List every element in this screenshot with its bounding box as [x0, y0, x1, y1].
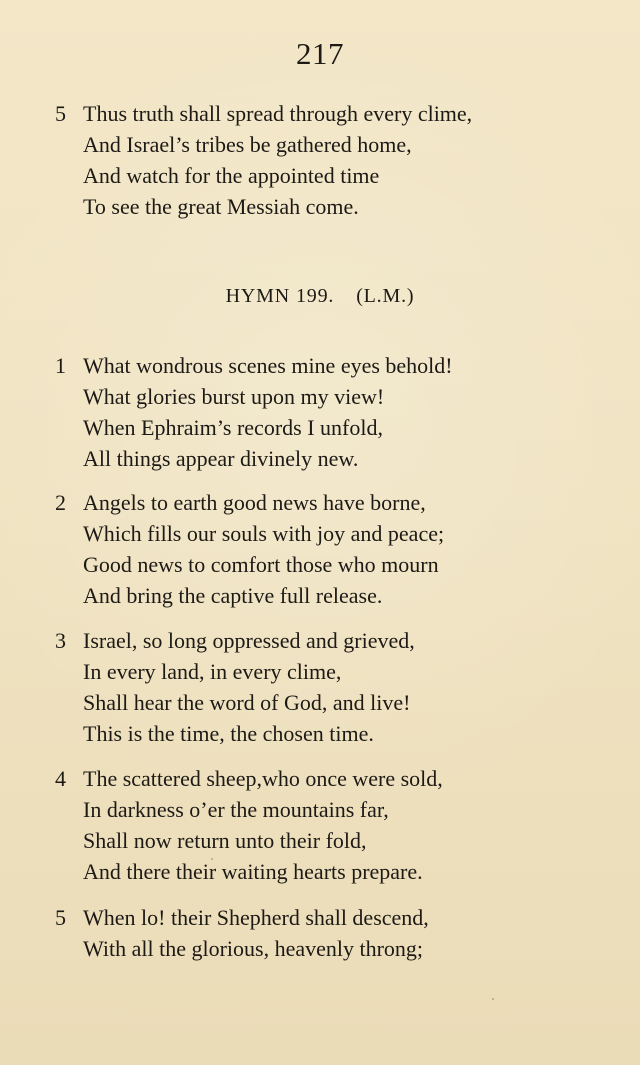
- stanza-line: [0, 825, 640, 856]
- stanza-number: 4: [55, 766, 66, 791]
- stanza-line: [0, 549, 640, 580]
- stanza-line-text: What glories burst upon my view!: [83, 384, 385, 409]
- stanza-line-text: Shall now return unto their fold,: [83, 828, 367, 853]
- stanza-line: [0, 656, 640, 687]
- paper-speck: [492, 998, 494, 1000]
- stanza-line: [0, 98, 640, 129]
- stanza-line: [0, 487, 640, 518]
- stanza-line-text: To see the great Messiah come.: [83, 194, 359, 219]
- hymn-title: [0, 285, 640, 308]
- stanza-line-text: Thus truth shall spread through every clime,: [83, 101, 473, 126]
- stanza-number: 2: [55, 490, 66, 515]
- hymn-meter: (L.M.): [356, 285, 415, 307]
- hymn-label: HYMN: [225, 285, 290, 307]
- page-number: 217: [296, 36, 344, 71]
- stanza-line: [0, 763, 640, 794]
- stanza-line-text: What wondrous scenes mine eyes behold!: [83, 353, 453, 378]
- stanza-line: [0, 794, 640, 825]
- stanza-line-text: And watch for the appointed time: [83, 163, 380, 188]
- stanza-line: [0, 381, 640, 412]
- stanza-line: [0, 191, 640, 222]
- stanza-line: [0, 129, 640, 160]
- stanza-line: [0, 160, 640, 191]
- stanza-line: [0, 718, 640, 749]
- previous-hymn-stanza-5: [0, 98, 640, 222]
- stanza-line-text: And bring the captive full release.: [83, 583, 383, 608]
- hymn-stanza-5: [0, 902, 640, 964]
- stanza-number: 5: [55, 905, 66, 930]
- stanza-line-text: And Israel’s tribes be gathered home,: [83, 132, 412, 157]
- paper-speck: [211, 858, 213, 860]
- stanza-line: [0, 625, 640, 656]
- stanza-line-text: Which fills our souls with joy and peace;: [83, 521, 445, 546]
- hymn-stanza-2: [0, 487, 640, 611]
- hymn-number: 199.: [296, 285, 335, 307]
- stanza-number: 3: [55, 628, 66, 653]
- stanza-line-text: The scattered sheep,who once were sold,: [83, 766, 443, 791]
- stanza-line-text: Angels to earth good news have borne,: [83, 490, 426, 515]
- stanza-number: 5: [55, 101, 66, 126]
- stanza-line-text: Shall hear the word of God, and live!: [83, 690, 411, 715]
- stanza-line-text: When lo! their Shepherd shall descend,: [83, 905, 429, 930]
- hymn-stanza-1: [0, 350, 640, 474]
- stanza-line-text: Good news to comfort those who mourn: [83, 552, 439, 577]
- stanza-line-text: In darkness o’er the mountains far,: [83, 797, 389, 822]
- stanza-line: [0, 933, 640, 964]
- stanza-line: [0, 687, 640, 718]
- stanza-line: [0, 902, 640, 933]
- stanza-line-text: With all the glorious, heavenly throng;: [83, 936, 424, 961]
- stanza-line-text: All things appear divinely new.: [83, 446, 359, 471]
- stanza-line-text: And there their waiting hearts prepare.: [83, 859, 423, 884]
- stanza-line: [0, 350, 640, 381]
- stanza-line-text: In every land, in every clime,: [83, 659, 342, 684]
- stanza-line: [0, 518, 640, 549]
- hymn-stanza-3: [0, 625, 640, 749]
- stanza-line-text: This is the time, the chosen time.: [83, 721, 374, 746]
- stanza-number: 1: [55, 353, 66, 378]
- stanza-line-text: When Ephraim’s records I unfold,: [83, 415, 383, 440]
- stanza-line: [0, 580, 640, 611]
- hymn-stanza-4: [0, 763, 640, 887]
- stanza-line: [0, 412, 640, 443]
- stanza-line: [0, 443, 640, 474]
- stanza-line-text: Israel, so long oppressed and grieved,: [83, 628, 415, 653]
- stanza-line: [0, 856, 640, 887]
